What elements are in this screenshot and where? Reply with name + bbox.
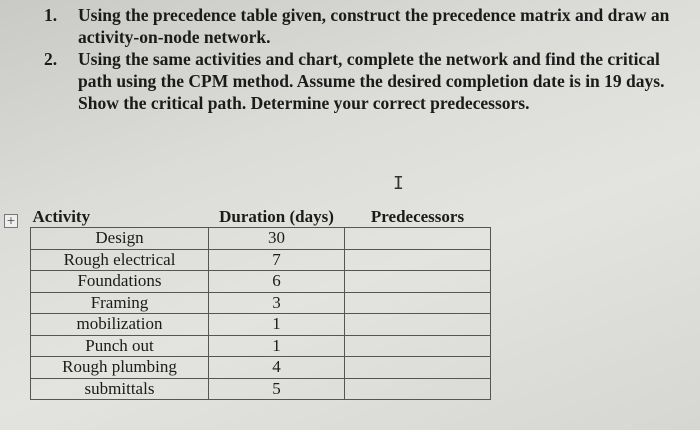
activity-cell[interactable]: submittals [31,378,209,400]
header-activity: Activity [32,207,91,226]
instruction-item [44,4,694,48]
predecessors-cell[interactable] [345,271,491,293]
duration-cell[interactable]: 6 [209,271,345,293]
predecessors-cell[interactable] [345,335,491,357]
activity-cell[interactable]: Rough plumbing [31,357,209,379]
activity-cell[interactable]: mobilization [31,314,209,336]
duration-cell[interactable]: 3 [209,292,345,314]
instruction-number: 1. [44,5,58,25]
instruction-text: Using the precedence table given, construct the precedence matrix and draw an activity-on-node network. [78,5,670,47]
activity-cell[interactable]: Punch out [31,335,209,357]
table-row [31,228,491,250]
duration-cell[interactable]: 5 [209,378,345,400]
table-row [31,271,491,293]
duration-cell[interactable]: 4 [209,357,345,379]
table-header-row [31,205,491,228]
text-cursor-icon: I [393,173,404,194]
instructions-list [44,4,694,114]
activity-cell[interactable]: Framing [31,292,209,314]
table-row [31,378,491,400]
table-row [31,314,491,336]
instruction-item [44,48,694,114]
table-move-handle-icon[interactable]: + [4,214,18,228]
duration-cell[interactable]: 1 [209,335,345,357]
table-row [31,249,491,271]
table-row [31,292,491,314]
predecessors-cell[interactable] [345,228,491,250]
precedence-table [30,205,491,400]
instruction-number: 2. [44,49,58,69]
duration-cell[interactable]: 7 [209,249,345,271]
predecessors-cell[interactable] [345,357,491,379]
header-duration: Duration (days) [219,207,334,226]
predecessors-cell[interactable] [345,292,491,314]
activity-cell[interactable]: Foundations [31,271,209,293]
predecessors-cell[interactable] [345,378,491,400]
predecessors-cell[interactable] [345,314,491,336]
table-row [31,335,491,357]
predecessors-cell[interactable] [345,249,491,271]
duration-cell[interactable]: 30 [209,228,345,250]
activity-cell[interactable]: Design [31,228,209,250]
table-row [31,357,491,379]
activity-cell[interactable]: Rough electrical [31,249,209,271]
header-predecessors: Predecessors [370,207,465,226]
duration-cell[interactable]: 1 [209,314,345,336]
instruction-text: Using the same activities and chart, complete the network and find the critical path using the CPM method. Assume the desired completion date is in 19 days. Show the critical path. Determine your correct predecessors. [78,49,665,113]
